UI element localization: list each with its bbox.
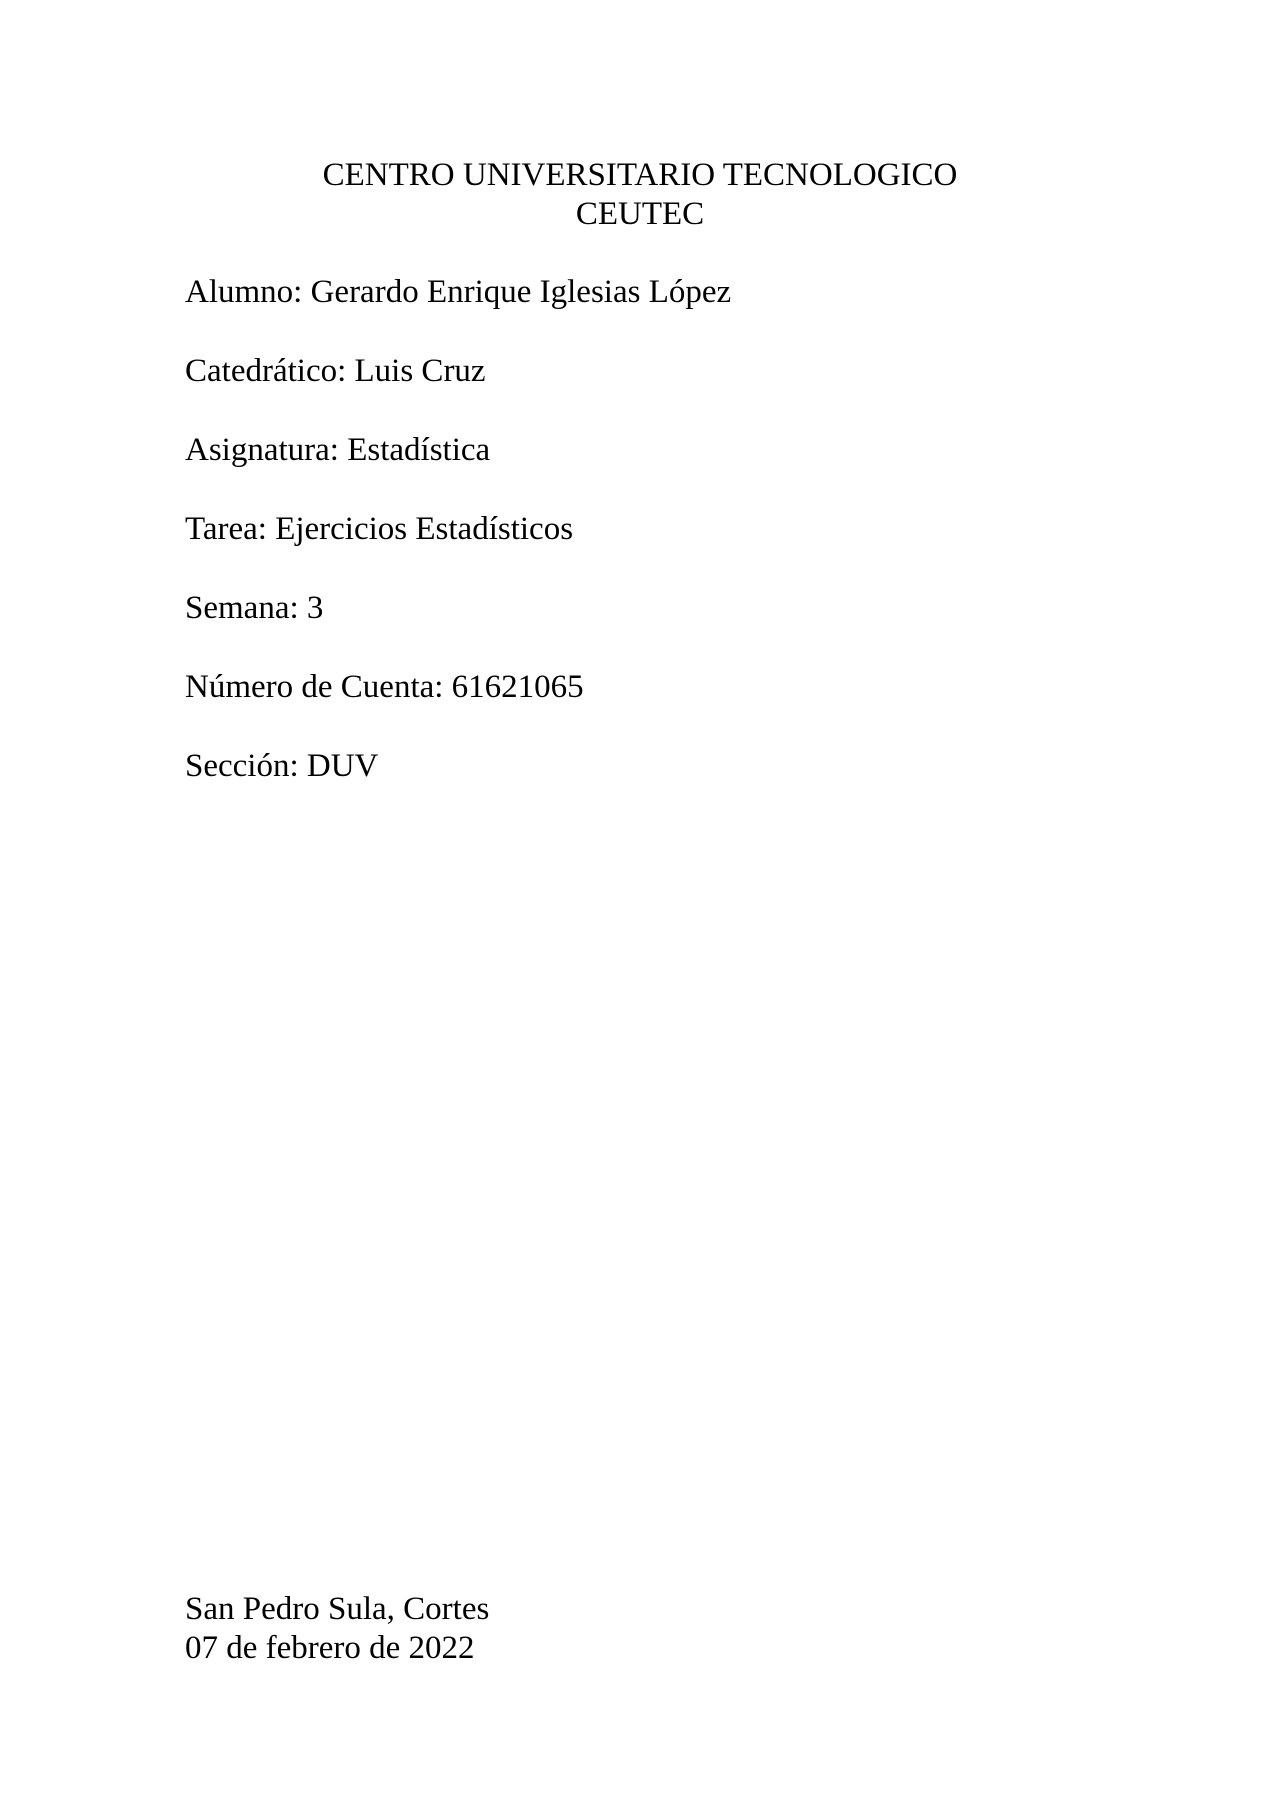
title-block <box>0 156 1280 234</box>
section-field: Sección: DUV <box>185 748 379 784</box>
institution-name: CENTRO UNIVERSITARIO TECNOLOGICO <box>322 157 958 193</box>
week-field: Semana: 3 <box>185 590 324 626</box>
date-line: 07 de febrero de 2022 <box>185 1630 475 1666</box>
location-line: San Pedro Sula, Cortes <box>185 1591 490 1627</box>
cover-fields <box>185 273 1185 826</box>
professor-field: Catedrático: Luis Cruz <box>185 353 486 389</box>
subject-field: Asignatura: Estadística <box>185 432 491 468</box>
student-field: Alumno: Gerardo Enrique Iglesias López <box>185 274 732 310</box>
footer-block <box>185 1590 1185 1668</box>
assignment-field: Tarea: Ejercicios Estadísticos <box>185 511 574 547</box>
account-number-field: Número de Cuenta: 61621065 <box>185 669 584 705</box>
institution-acronym: CEUTEC <box>575 196 705 232</box>
